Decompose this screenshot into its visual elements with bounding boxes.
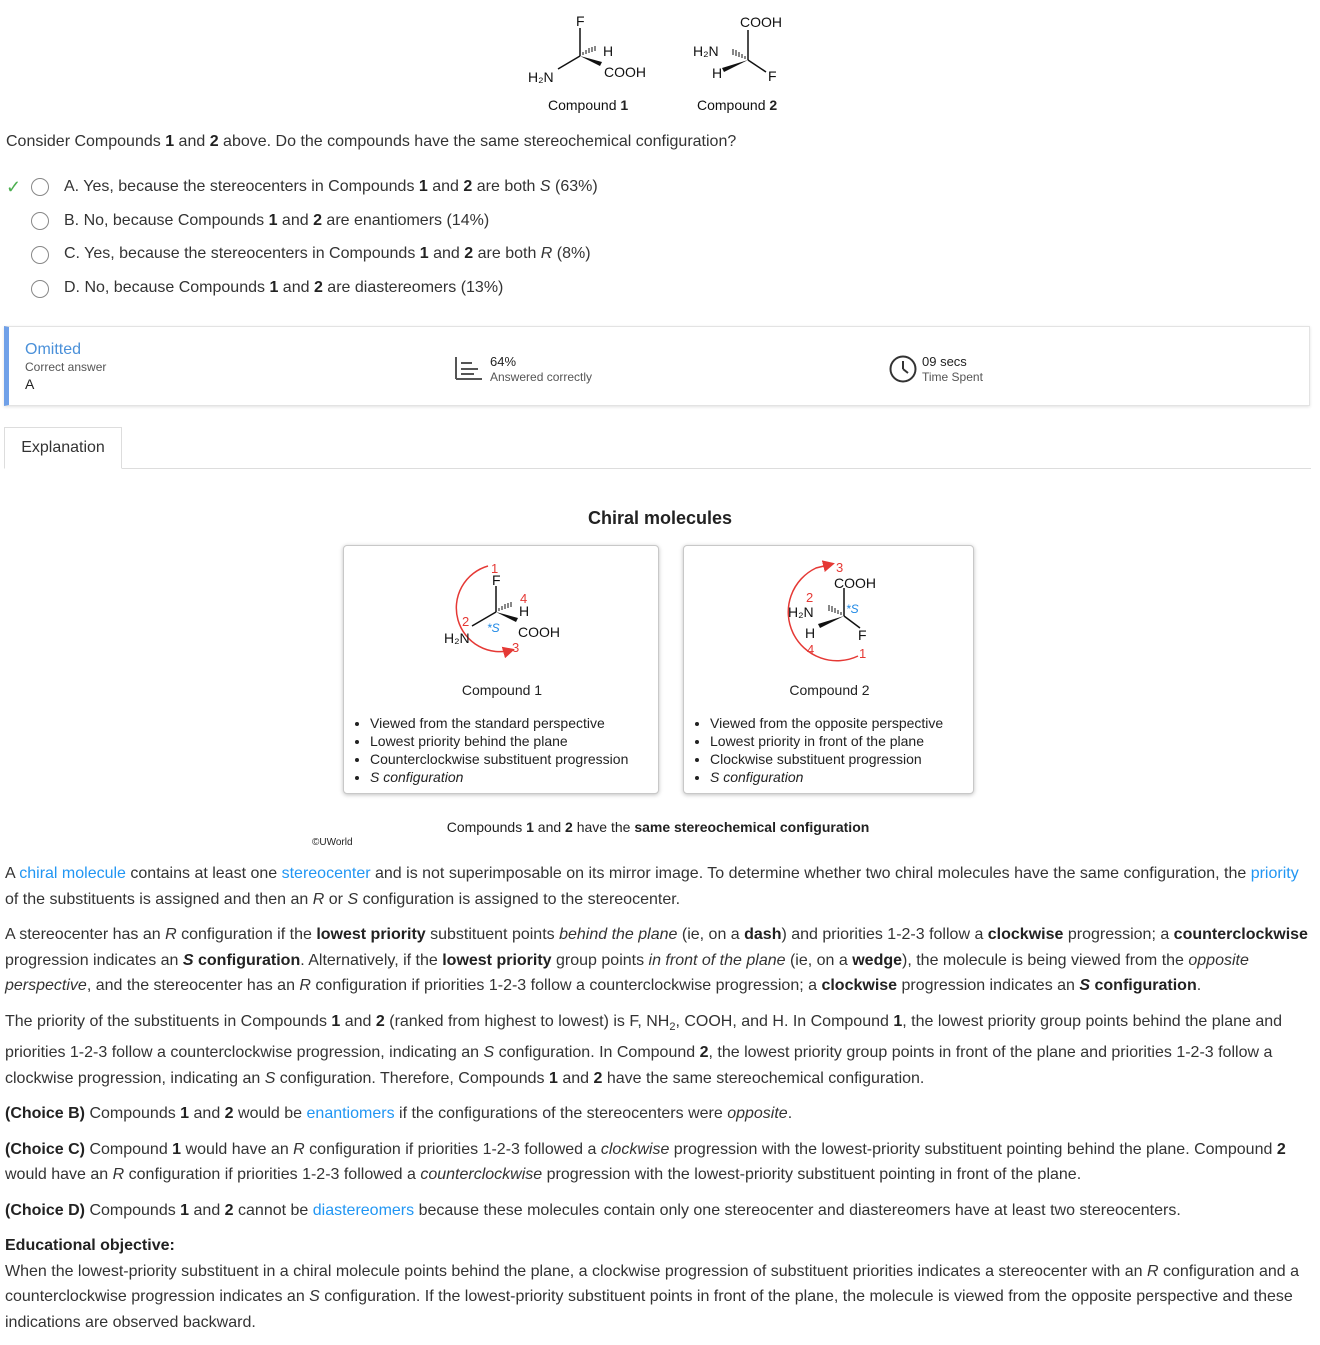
tab-explanation[interactable]: Explanation: [4, 427, 122, 469]
choice-c-radio[interactable]: [31, 246, 49, 264]
explanation-p2: A stereocenter has an R configuration if the lowest priority substituent points behind the plane (ie, on a dash) and priorities 1-2-3 follow a clockwise progression; a counterclockwise progression indicates an S configuration. Alternatively, if the lowest priority group points in front of the plane (ie, on a wedge), the molecule is being viewed from the opposite perspective, and the stereocenter has an R configuration if priorities 1-2-3 follow a counterclockwise progression; a clockwise progression indicates an S configuration.: [5, 926, 1308, 994]
link-enantiomers[interactable]: enantiomers: [306, 1105, 395, 1123]
choice-a[interactable]: A. Yes, because the stereocenters in Compounds 1 and 2 are both S (63%): [64, 178, 598, 195]
question-text: Consider Compounds 1 and 2 above. Do the compounds have the same stereochemical configuration?: [6, 133, 737, 150]
compound1-structure: [528, 13, 646, 85]
compound1-diagram: [344, 546, 660, 676]
mol1-top: F: [576, 13, 585, 29]
c1-right: COOH: [518, 624, 560, 640]
correct-answer-label: Correct answer: [25, 360, 107, 374]
link-stereocenter[interactable]: stereocenter: [281, 865, 371, 882]
priority-1: 1: [491, 561, 499, 576]
mol1-left: H₂N: [528, 69, 554, 85]
objective-title: Educational objective:: [5, 1237, 175, 1255]
figure-summary: Compounds 1 and 2 have the same stereochemical configuration: [446, 819, 870, 835]
c1-top: F: [492, 572, 501, 588]
compound1-caption: Compound 1: [548, 97, 629, 113]
s-label: *S: [846, 602, 859, 616]
priority-3: 3: [512, 640, 520, 655]
stats-panel: [4, 326, 1310, 406]
mol1-h: H: [603, 43, 614, 59]
mol2-left: H₂N: [693, 43, 719, 59]
tab-divider: [4, 468, 1311, 469]
percent-correct: 64%: [490, 354, 517, 369]
choice-d[interactable]: D. No, because Compounds 1 and 2 are diastereomers (13%): [64, 279, 504, 296]
time-spent: 09 secs: [922, 354, 967, 369]
mol2-bottom: H: [712, 65, 723, 81]
c2-top: COOH: [834, 575, 876, 591]
explanation-p3: The priority of the substituents in Compounds 1 and 2 (ranked from highest to lowest) is F, $NH_2$, COOH, and H. In Compound 1, the lowest priority group points behind the plane and priorities 1-2-3 follow a counterclockwise progression, indicating an S configuration. In Compound 2, the lowest priority group points in front of the plane and priorities 1-2-3 follow a clockwise progression, indicating an S configuration. Therefore, Compounds 1 and 2 have the same stereochemical configuration.: [5, 1012, 1283, 1087]
card1-caption: Compound 1: [461, 682, 543, 698]
correct-check-icon: ✓: [6, 177, 22, 197]
compound2-caption: Compound 2: [697, 97, 778, 113]
choice-d-radio[interactable]: [31, 280, 49, 298]
c2-bottom: H: [805, 625, 816, 641]
priority-1: 1: [859, 646, 867, 661]
card2-caption: Compound 2: [789, 682, 870, 698]
mol2-top: COOH: [740, 14, 782, 30]
choice-b[interactable]: B. No, because Compounds 1 and 2 are enantiomers (14%): [64, 212, 490, 229]
explanation-choice-c: (Choice C) Compound 1 would have an R configuration if priorities 1-2-3 followed a clockwise progression with the lowest-priority substituent pointing behind the plane. Compound 2 would have an R configuration if priorities 1-2-3 followed a counterclockwise progression with the lowest-priority substituent pointing in front of the plane.: [5, 1140, 1286, 1184]
priority-4: 4: [520, 591, 528, 606]
compound1-card: [343, 545, 659, 794]
objective-text: When the lowest-priority substituent in a chiral molecule points behind the plane, a clockwise progression of substituent priorities indicates a stereocenter with an R configuration and a counterclockwise progression indicates an S configuration. If the lowest-priority substituent points in front of the plane, the molecule is viewed from the opposite perspective and these indications are observed backward.: [5, 1262, 1300, 1331]
s-label: *S: [487, 621, 500, 635]
percent-label: Answered correctly: [490, 370, 593, 384]
choice-b-radio[interactable]: [31, 212, 49, 230]
link-priority[interactable]: priority: [1250, 865, 1299, 882]
card2-bullets: • Viewed from the opposite perspective • Lowest priority in front of the plane • Clockwise substituent progression • S configuration: [684, 714, 943, 786]
priority-4: 4: [807, 642, 815, 657]
bar-chart-icon: [454, 355, 484, 381]
c2-left: H₂N: [788, 604, 814, 620]
c1-h: H: [519, 603, 530, 619]
explanation-p1: A chiral molecule contains at least one stereocenter and is not superimposable on its mirror image. To determine whether two chiral molecules have the same configuration, the priority of the substituents is assigned and then an R or S configuration is assigned to the stereocenter.: [5, 865, 1299, 908]
explanation-choice-d: (Choice D) Compounds 1 and 2 cannot be diastereomers because these molecules contain only one stereocenter and diastereomers have at least two stereocenters.: [5, 1201, 1181, 1219]
c1-left: H₂N: [444, 630, 470, 646]
choice-a-radio[interactable]: [31, 178, 49, 196]
compound2-diagram: [684, 546, 975, 676]
mol1-right: COOH: [604, 64, 646, 80]
correct-answer-value: A: [25, 376, 35, 392]
copyright: ©UWorld: [312, 837, 353, 848]
c2-right: F: [858, 627, 867, 643]
priority-2: 2: [462, 614, 470, 629]
status-label: Omitted: [25, 341, 82, 358]
link-chiral-molecule[interactable]: chiral molecule: [19, 865, 126, 882]
choice-c[interactable]: C. Yes, because the stereocenters in Compounds 1 and 2 are both R (8%): [64, 245, 591, 262]
explanation-choice-b: (Choice B) Compounds 1 and 2 would be enantiomers if the configurations of the stereocenters were opposite.: [5, 1105, 793, 1123]
mol2-right: F: [768, 68, 777, 84]
figure-title: Chiral molecules: [587, 508, 733, 528]
card1-bullets: • Viewed from the standard perspective • Lowest priority behind the plane • Counterclockwise substituent progression • S configuration: [344, 714, 628, 786]
clock-icon: [888, 354, 918, 384]
compound2-card: [683, 545, 974, 794]
priority-2: 2: [806, 590, 814, 605]
time-label: Time Spent: [922, 370, 983, 384]
compound2-structure: [693, 14, 782, 84]
link-diastereomers[interactable]: diastereomers: [312, 1201, 415, 1219]
explanation-body: [5, 861, 1315, 1345]
priority-3: 3: [836, 560, 844, 575]
